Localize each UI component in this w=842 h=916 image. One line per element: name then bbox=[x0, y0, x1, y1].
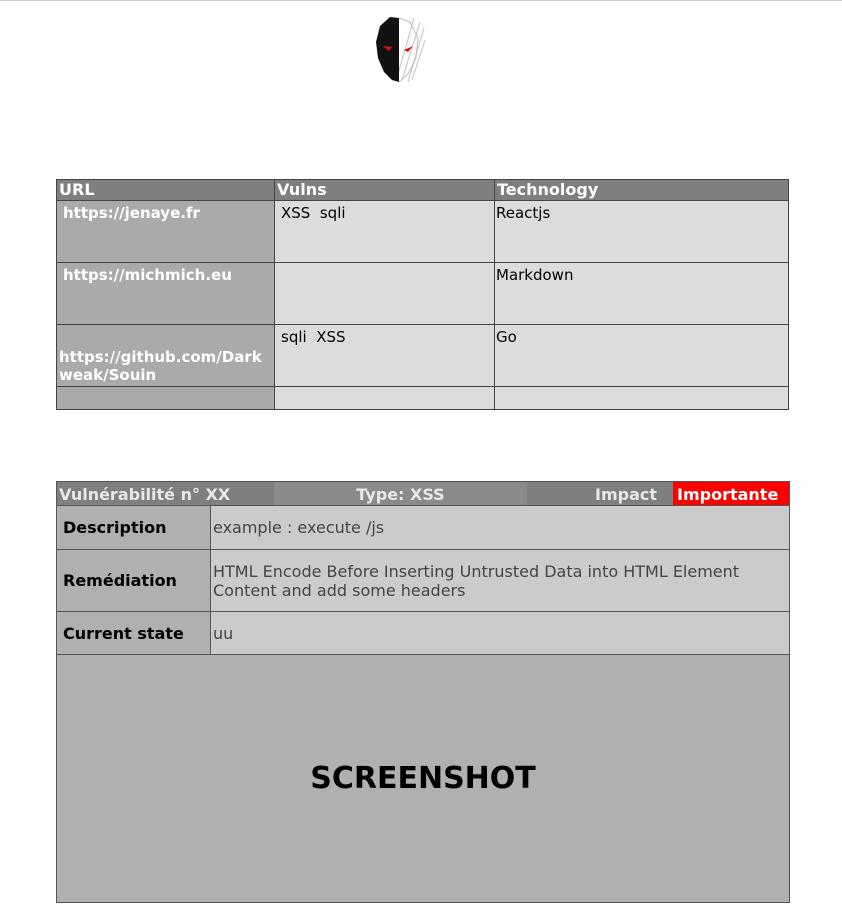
screenshot-placeholder: SCREENSHOT bbox=[56, 655, 790, 903]
remediation-value: HTML Encode Before Inserting Untrusted Data into HTML Element Content and add some headers bbox=[211, 550, 789, 611]
remediation-row bbox=[56, 550, 790, 612]
vulns-cell bbox=[275, 201, 495, 263]
table-header-row bbox=[57, 180, 789, 201]
vulns-text: sqli XSS bbox=[281, 328, 346, 346]
header-technology: Technology bbox=[495, 180, 789, 201]
description-value: example : execute /js bbox=[211, 506, 789, 549]
table-row bbox=[57, 387, 789, 410]
url-cell bbox=[57, 201, 275, 263]
table-row bbox=[57, 201, 789, 263]
vulns-cell bbox=[275, 387, 495, 410]
url-text: https://jenaye.fr bbox=[63, 204, 200, 222]
vulns-text bbox=[275, 387, 494, 393]
table-row bbox=[57, 263, 789, 325]
technology-cell bbox=[495, 201, 789, 263]
description-label: Description bbox=[57, 506, 211, 549]
vulns-cell bbox=[275, 263, 495, 325]
vulns-text: XSS sqli bbox=[281, 204, 346, 222]
impact-label: Impact bbox=[594, 485, 657, 504]
top-divider bbox=[0, 0, 842, 1]
table-row bbox=[57, 325, 789, 387]
url-text: https://michmich.eu bbox=[63, 266, 232, 284]
vulnerability-card bbox=[56, 481, 790, 903]
vulnerability-number: Vulnérabilité n° XX bbox=[59, 485, 231, 504]
url-cell bbox=[57, 387, 275, 410]
current-state-value: uu bbox=[211, 612, 789, 654]
remediation-label: Remédiation bbox=[57, 550, 211, 611]
logo-wolf-icon bbox=[368, 14, 426, 86]
impact-badge: Importante bbox=[673, 482, 789, 505]
technology-text: Markdown bbox=[496, 266, 574, 284]
current-state-row bbox=[56, 612, 790, 655]
vulnerability-type: Type: XSS bbox=[274, 482, 527, 505]
vulns-text bbox=[275, 263, 494, 269]
technology-cell bbox=[495, 387, 789, 410]
vulnerability-header bbox=[56, 481, 790, 506]
technology-text: Reactjs bbox=[496, 204, 551, 222]
url-text bbox=[57, 387, 274, 393]
url-cell bbox=[57, 325, 275, 387]
vulns-cell bbox=[275, 325, 495, 387]
technology-cell bbox=[495, 325, 789, 387]
technology-cell bbox=[495, 263, 789, 325]
description-row bbox=[56, 506, 790, 550]
header-vulns: Vulns bbox=[275, 180, 495, 201]
header-url: URL bbox=[57, 180, 275, 201]
url-text: https://github.com/Darkweak/Souin bbox=[59, 348, 262, 384]
current-state-label: Current state bbox=[57, 612, 211, 654]
technology-text: Go bbox=[496, 328, 517, 346]
url-cell bbox=[57, 263, 275, 325]
targets-table bbox=[56, 179, 789, 410]
technology-text bbox=[495, 387, 788, 393]
